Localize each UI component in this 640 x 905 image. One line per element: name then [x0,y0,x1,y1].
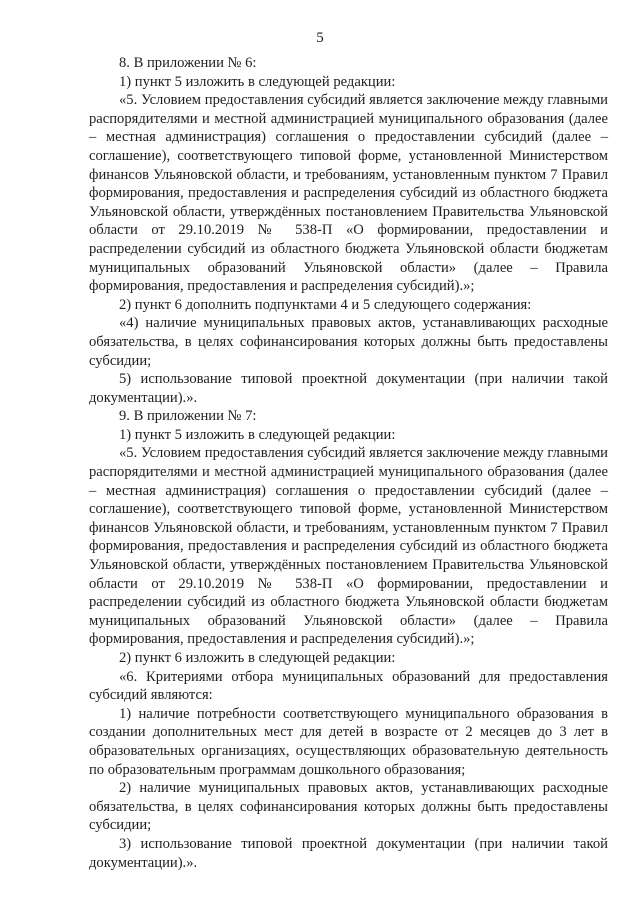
paragraph-quoted-item-5: «5. Условием предоставления субсидий является заключение между главными распорядителями и местной администрацией муниципального образования (далее – местная администрация) соглашения о предоставлении субсидий (далее – соглашение), соответствующего типовой форме, установленной Министерством финансов Ульяновской области, и требованиям, установленным пунктом 7 Правил формирования, предоставления и распределения субсидий из областного бюджета Ульяновской области, утверждённых постановлением Правительства Ульяновской области от 29.10.2019 № 538-П «О формировании, предоставлении и распределении субсидий из областного бюджета Ульяновской области бюджетам муниципальных образований Ульяновской области» (далее – Правила формирования, предоставления и распределения субсидий).»; [89,92,608,295]
paragraph-subitem-1: 1) пункт 5 изложить в следующей редакции: [119,73,396,90]
paragraph-criterion-2: 2) наличие муниципальных правовых актов, устанавливающих расходные обязательства, в целях софинансирования которых должны быть предоставлены субсидии; [89,780,608,834]
paragraph-section-9-heading: 9. В приложении № 7: [119,408,257,425]
page-number: 5 [316,30,324,46]
paragraph-quoted-item-6: «6. Критериями отбора муниципальных образований для предоставления субсидий являются: [89,668,608,704]
paragraph-criterion-3: 3) использование типовой проектной документации (при наличии такой документации).». [89,835,608,871]
paragraph-section-8-heading: 8. В приложении № 6: [119,55,257,71]
document-body [89,54,608,872]
paragraph-subitem-2: 2) пункт 6 изложить в следующей редакции: [119,650,396,666]
paragraph-quoted-item-5: «5. Условием предоставления субсидий является заключение между главными распорядителями и местной администрацией муниципального образования (далее – местная администрация) соглашения о предоставлении субсидий (далее – соглашение), соответствующего типовой форме, установленной Министерством финансов Ульяновской области, и требованиям, установленным пунктом 7 Правил формирования, предоставления и распределения субсидий из областного бюджета Ульяновской области, утверждённых постановлением Правительства Ульяновской области от 29.10.2019 № 538-П «О формировании, предоставлении и распределении субсидий из областного бюджета Ульяновской области бюджетам муниципальных образований Ульяновской области» (далее – Правила формирования, предоставления и распределения субсидий).»; [89,445,608,648]
paragraph-subitem-2: 2) пункт 6 дополнить подпунктами 4 и 5 следующего содержания: [119,296,532,313]
paragraph-item-5: 5) использование типовой проектной документации (при наличии такой документации).». [89,371,608,406]
paragraph-criterion-1: 1) наличие потребности соответствующего муниципального образования в создании дополнительных мест для детей в возрасте от 2 месяцев до 3 лет в образовательных организациях, осуществляющих образовательную деятельность по образовательным программам дошкольного образования; [89,705,608,778]
paragraph-subitem-1: 1) пункт 5 изложить в следующей редакции: [119,426,396,443]
paragraph-quoted-item-4: «4) наличие муниципальных правовых актов, устанавливающих расходные обязательства, в целях софинансирования которых должны быть предоставлены субсидии; [89,315,608,369]
